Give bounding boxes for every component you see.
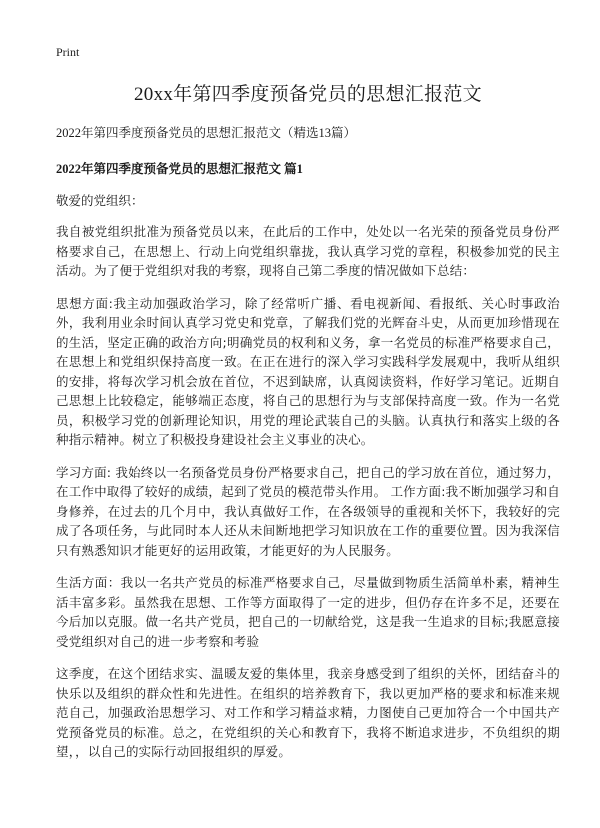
paragraph-summary: 这季度，在这个团结求实、温暖友爱的集体里，我亲身感受到了组织的关怀，团结奋斗的快乐以及组织的群众性和先进性。在组织的培养教育下，我以更加严格的要求和标准来规范自己，加强政治思想学习、对工作和学习精益求精，力图使自己更加符合一个中国共产党预备党员的标准。总之，在党组织的关心和教育下，我将不断追求进步，不负组织的期望，，以自己的实际行动回报组织的厚爱。 — [56, 666, 560, 759]
letter-greeting: 敬爱的党组织： — [56, 193, 144, 208]
document-subtitle: 2022年第四季度预备党员的思想汇报范文（精选13篇） — [56, 126, 357, 140]
print-link[interactable]: Print — [56, 45, 80, 59]
paragraph-intro: 我自被党组织批准为预备党员以来，在此后的工作中，处处以一名光荣的预备党员身份严格要求自己，在思想上、行动上向党组织靠拢，我认真学习党的章程，积极参加党的民主活动。为了便于党组织对我的考察，现将自己第二季度的情况做如下总结： — [56, 224, 560, 278]
paragraph-thought: 思想方面:我主动加强政治学习，除了经常听广播、看电视新闻、看报纸、关心时事政治外，我利用业余时间认真学习党史和党章，了解我们党的光辉奋斗史，从而更加珍惜现在的生活，坚定正确的政治方向;明确党员的权利和义务，拿一名党员的标准严格要求自己，在思想上和党组织保持高度一致。在正在进行的深入学习实践科学发展观中，我听从组织的安排，将每次学习机会放在首位，不迟到缺席，认真阅读资料，作好学习笔记。近期自己思想上比较稳定，能够端正态度，将自己的思想行为与支部保持高度一致。作为一名党员，积极学习党的创新理论知识，用党的理论武装自己的头脑。认真执行和落实上级的各种指示精神。树立了积极投身建设社会主义事业的决心。 — [56, 295, 560, 447]
document-title: 20xx年第四季度预备党员的思想汇报范文 — [133, 84, 482, 105]
section-heading: 2022年第四季度预备党员的思想汇报范文 篇1 — [56, 162, 303, 176]
paragraph-life: 生活方面：我以一名共产党员的标准严格要求自己，尽量做到物质生活简单朴素，精神生活丰富多彩。虽然我在思想、工作等方面取得了一定的进步，但仍存在许多不足，还要在今后加以克服。做一名共产党员，把自己的一切献给党，这是我一生追求的目标;我愿意接受党组织对自己的进一步考察和考验 — [56, 575, 560, 649]
paragraph-study-work: 学习方面: 我始终以一名预备党员身份严格要求自己，把自己的学习放在首位，通过努力，在工作中取得了较好的成绩，起到了党员的模范带头作用。 工作方面:我不断加强学习和自身修养，在过去的几个月中，我认真做好工作，在各级领导的重视和关怀下，我较好的完成了各项任务，与此同时本人还从未间断地把学习知识放在工作的重要位置。因为我深信只有熟悉知识才能更好的运用政策，才能更好的为人民服务。 — [56, 464, 560, 558]
